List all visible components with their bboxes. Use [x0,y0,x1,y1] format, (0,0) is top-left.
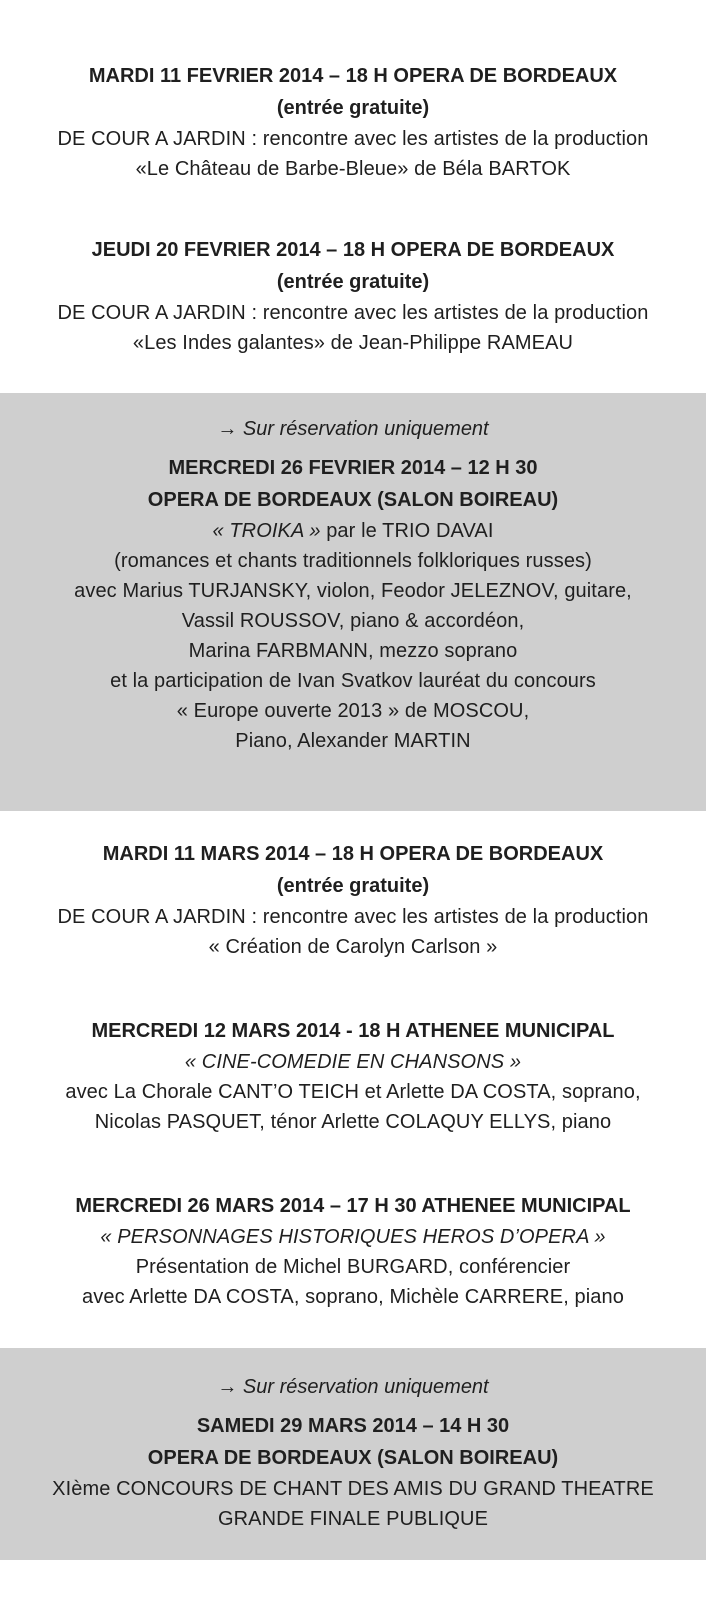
event-title-rest: par le TRIO DAVAI [320,520,494,542]
event-heading: JEUDI 20 FEVRIER 2014 – 18 H OPERA DE BORDEAUX [91,239,615,261]
event-7-reserved [0,1348,706,1560]
reservation-note [14,1372,692,1402]
event-line: « Europe ouverte 2013 » de MOSCOU, [176,700,530,722]
event-line: Piano, Alexander MARTIN [235,730,471,752]
entry-note: (entrée gratuite) [276,97,430,119]
event-line: Nicolas PASQUET, ténor Arlette COLAQUY ELLYS, piano [94,1111,612,1133]
event-line: Présentation de Michel BURGARD, conférencier [135,1256,571,1278]
event-line: avec Marius TURJANSKY, violon, Feodor JELEZNOV, guitare, [74,580,632,602]
event-1 [0,60,706,184]
arrow-right-icon: → [217,1376,238,1398]
event-line: et la participation de Ivan Svatkov lauréat du concours [110,670,596,692]
event-title-line [14,516,692,546]
event-heading: MARDI 11 MARS 2014 – 18 H OPERA DE BORDEAUX [102,843,604,865]
reservation-note-text: Sur réservation uniquement [242,1376,489,1398]
event-line: DE COUR A JARDIN : rencontre avec les artistes de la production [57,906,649,928]
event-title: « TROIKA » [212,520,321,542]
event-heading: SAMEDI 29 MARS 2014 – 14 H 30 [196,1415,510,1437]
event-venue: OPERA DE BORDEAUX (SALON BOIREAU) [147,489,559,511]
event-title: « CINE-COMEDIE EN CHANSONS » [184,1051,522,1073]
event-line: XIème CONCOURS DE CHANT DES AMIS DU GRAND THEATRE [52,1478,654,1500]
event-heading: MARDI 11 FEVRIER 2014 – 18 H OPERA DE BORDEAUX [88,65,618,87]
event-line: DE COUR A JARDIN : rencontre avec les artistes de la production [57,128,649,150]
event-title: « PERSONNAGES HISTORIQUES HEROS D’OPERA » [100,1226,606,1248]
event-line: DE COUR A JARDIN : rencontre avec les artistes de la production [57,302,649,324]
entry-note: (entrée gratuite) [276,875,430,897]
event-line: «Les Indes galantes» de Jean-Philippe RAMEAU [132,332,574,354]
event-line: « Création de Carolyn Carlson » [208,936,498,958]
event-4 [0,838,706,962]
event-heading: MERCREDI 26 FEVRIER 2014 – 12 H 30 [168,457,538,479]
entry-note: (entrée gratuite) [276,271,430,293]
event-line: (romances et chants traditionnels folkloriques russes) [114,550,592,572]
event-2 [0,234,706,358]
event-heading: MERCREDI 26 MARS 2014 – 17 H 30 ATHENEE MUNICIPAL [75,1195,631,1217]
event-5 [0,1015,706,1137]
event-line: avec La Chorale CANT’O TEICH et Arlette DA COSTA, soprano, [65,1081,641,1103]
event-6 [0,1190,706,1312]
arrow-right-icon: → [217,418,238,440]
event-line: Marina FARBMANN, mezzo soprano [188,640,518,662]
event-line: «Le Château de Barbe-Bleue» de Béla BARTOK [135,158,571,180]
event-line: GRANDE FINALE PUBLIQUE [217,1508,489,1530]
reservation-note-text: Sur réservation uniquement [242,418,489,440]
event-3-reserved [0,393,706,811]
event-venue: OPERA DE BORDEAUX (SALON BOIREAU) [147,1447,559,1469]
reservation-note [14,414,692,444]
event-line: Vassil ROUSSOV, piano & accordéon, [181,610,525,632]
event-line: avec Arlette DA COSTA, soprano, Michèle CARRERE, piano [82,1286,624,1308]
event-heading: MERCREDI 12 MARS 2014 - 18 H ATHENEE MUNICIPAL [91,1020,615,1042]
